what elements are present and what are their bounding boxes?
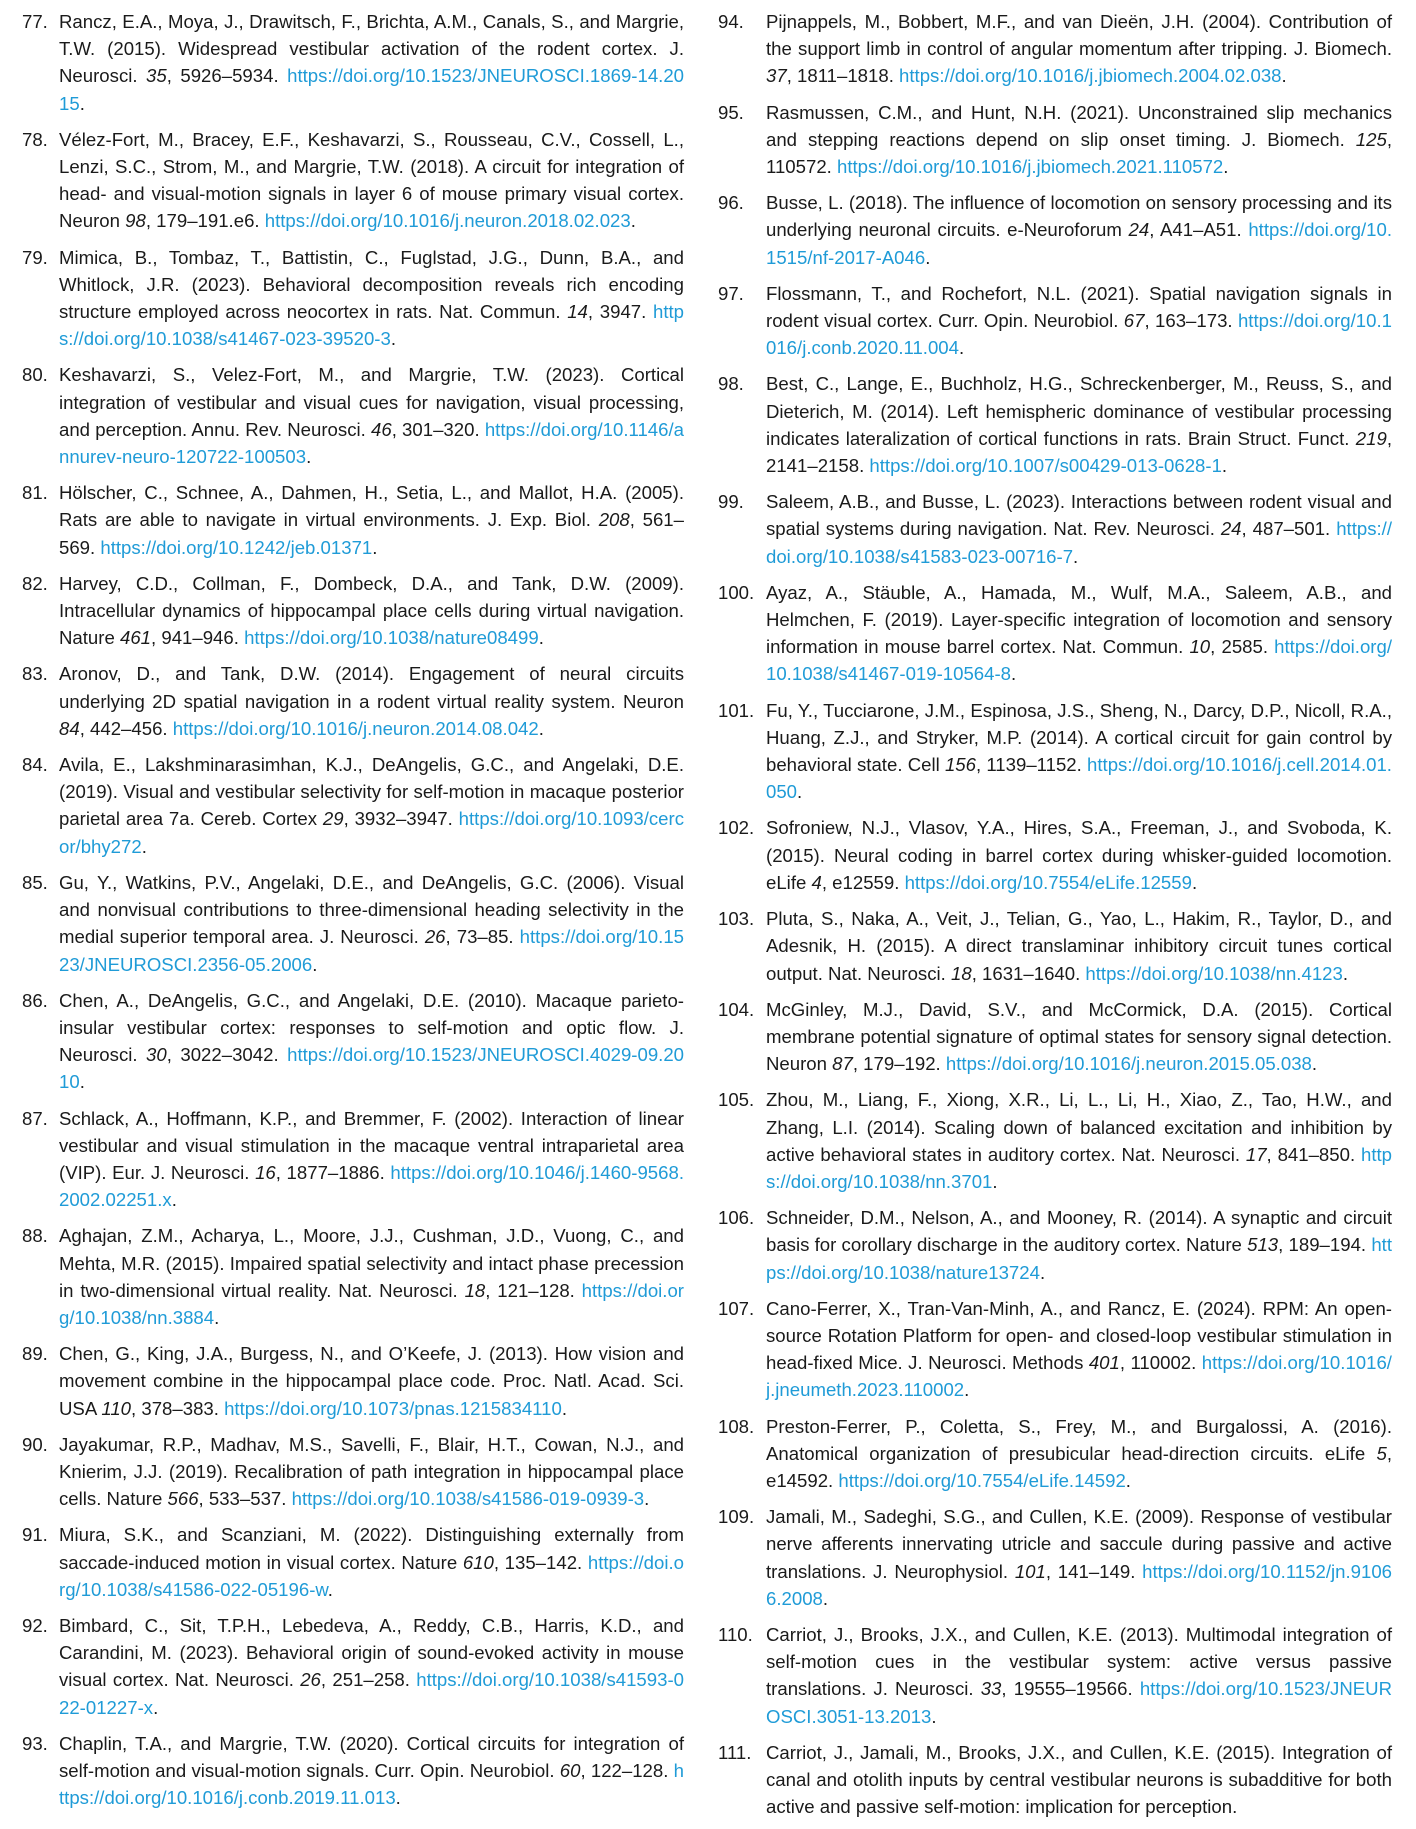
reference-end: . (141, 835, 147, 857)
reference-end: . (1281, 65, 1287, 87)
reference-entry (22, 1612, 684, 1721)
reference-end: . (306, 446, 312, 468)
reference-entry (718, 697, 1392, 806)
reference-end: . (1011, 663, 1017, 685)
reference-end: . (79, 92, 85, 114)
reference-number: 107. (718, 1297, 755, 1319)
reference-doi-link[interactable]: https://doi.org/10.1016/j.jbiomech.2004.02.038 (899, 65, 1282, 87)
reference-entry (718, 189, 1392, 271)
reference-doi-link[interactable]: https://doi.org/10.7554/eLife.14592 (838, 1469, 1126, 1491)
reference-number: 105. (718, 1089, 755, 1111)
reference-volume: 101 (1014, 1560, 1046, 1582)
reference-end: . (171, 1189, 177, 1211)
reference-volume: 610 (462, 1551, 494, 1573)
reference-end: . (1311, 1053, 1318, 1075)
reference-number: 99. (718, 491, 744, 513)
reference-end: . (925, 246, 931, 268)
reference-number: 97. (718, 282, 744, 304)
reference-entry (718, 579, 1392, 688)
reference-entry (22, 126, 684, 235)
reference-end: . (153, 1696, 159, 1718)
reference-doi-link[interactable]: https://doi.org/10.1523/JNEUROSCI.2356-05.2006 (59, 926, 684, 975)
reference-text: Best, C., Lange, E., Buchholz, H.G., Schreckenberger, M., Reuss, S., and Dieterich, M. (2014). Left hemispheric dominance of vestibular processing indicates lateralization of cortical functions in rats. Brain Struct. Funct. (766, 373, 1392, 449)
reference-entry (22, 1521, 684, 1603)
reference-volume: 566 (167, 1488, 199, 1510)
reference-doi-link[interactable]: https://doi.org/10.1152/jn.91066.2008 (766, 1560, 1392, 1609)
reference-text: Bimbard, C., Sit, T.P.H., Lebedeva, A., Reddy, C.B., Harris, K.D., and Carandini, M. (2023). Behavioral origin of sound-evoked activity in mouse visual cortex. Nat. Neurosci. (59, 1614, 684, 1691)
reference-text: Pijnappels, M., Bobbert, M.F., and van Dieën, J.H. (2004). Contribution of the support limb in control of angular momentum after tripping. J. Biomech. (766, 11, 1392, 60)
reference-number: 103. (718, 908, 755, 930)
reference-text: Hölscher, C., Schnee, A., Dahmen, H., Setia, L., and Mallot, H.A. (2005). Rats are able to navigate in virtual environments. J. Exp. Biol. (59, 482, 684, 531)
reference-doi-link[interactable]: https://doi.org/10.1016/j.jbiomech.2021.110572 (837, 156, 1224, 178)
reference-doi-link[interactable]: https://doi.org/10.1038/nature08499 (244, 627, 539, 649)
reference-text: Gu, Y., Watkins, P.V., Angelaki, D.E., and DeAngelis, G.C. (2006). Visual and nonvisual contributions to three-dimensional heading selectivity in the medial superior temporal area. J. Neurosci. (59, 871, 684, 948)
reference-end: . (1125, 1469, 1131, 1491)
reference-doi-link[interactable]: https://doi.org/10.1242/jeb.01371 (100, 536, 373, 558)
reference-volume: 125 (1355, 128, 1387, 150)
reference-number: 94. (718, 11, 744, 32)
reference-pages: , 3947. (587, 301, 653, 323)
reference-text: Jamali, M., Sadeghi, S.G., and Cullen, K.E. (2009). Response of vestibular nerve afferents innervating utricle and saccule during passive and active translations. J. Neurophysiol. (766, 1506, 1392, 1582)
reference-entry (22, 1105, 684, 1214)
reference-end: . (630, 210, 636, 232)
reference-volume: 33 (980, 1678, 1002, 1700)
reference-end: . (1342, 962, 1349, 984)
reference-end: . (644, 1488, 650, 1510)
reference-number: 111. (718, 1741, 752, 1763)
reference-volume: 513 (1247, 1234, 1279, 1256)
reference-pages: , 110002. (1119, 1352, 1202, 1374)
reference-pages: , 1631–1640. (971, 962, 1086, 984)
reference-column-left (22, 8, 684, 1820)
reference-end: . (1191, 871, 1198, 893)
reference-doi-link[interactable]: https://doi.org/10.1016/j.conb.2019.11.013 (59, 1759, 684, 1809)
reference-volume: 18 (951, 962, 972, 984)
reference-volume: 461 (119, 627, 152, 649)
reference-volume: 24 (1128, 219, 1150, 241)
reference-entry (22, 8, 684, 117)
reference-volume: 24 (1220, 518, 1242, 540)
reference-number: 83. (22, 663, 48, 685)
reference-entry (22, 987, 684, 1096)
reference-end: . (79, 1071, 85, 1093)
reference-end: . (797, 781, 803, 803)
reference-entry (718, 1503, 1392, 1612)
reference-doi-link[interactable]: https://doi.org/10.1523/JNEUROSCI.3051-13.2013 (766, 1678, 1392, 1727)
reference-text: Fu, Y., Tucciarone, J.M., Espinosa, J.S., Sheng, N., Darcy, D.P., Nicoll, R.A., Huang, Z.J., and Stryker, M.P. (2014). A cortical circuit for gain control by behavioral state. Cell (766, 699, 1392, 776)
reference-pages: , e12559. (821, 871, 905, 893)
reference-volume: 401 (1088, 1352, 1120, 1374)
reference-entry (718, 1204, 1392, 1286)
reference-doi-link[interactable]: https://doi.org/10.1016/j.cell.2014.01.050 (766, 754, 1392, 803)
reference-volume: 29 (322, 808, 344, 830)
reference-doi-link[interactable]: https://doi.org/10.1038/s41467-023-39520-3 (59, 301, 684, 350)
reference-end: . (372, 536, 378, 558)
reference-entry (718, 8, 1392, 90)
reference-end: . (538, 627, 544, 649)
reference-number: 102. (718, 817, 755, 839)
reference-text: Carriot, J., Brooks, J.X., and Cullen, K.E. (2013). Multimodal integration of self-motion cues in the vestibular system: active versus passive translations. J. Neurosci. (766, 1623, 1392, 1700)
reference-pages: , 941–946. (151, 627, 245, 649)
reference-pages: , 3932–3947. (343, 808, 459, 830)
reference-number: 81. (22, 482, 48, 504)
reference-entry (718, 1295, 1392, 1404)
reference-volume: 60 (559, 1759, 581, 1781)
reference-number: 109. (718, 1506, 755, 1528)
reference-pages: , 841–850. (1266, 1143, 1361, 1165)
reference-number: 80. (22, 364, 48, 386)
reference-end: . (312, 953, 318, 975)
reference-text: Schneider, D.M., Nelson, A., and Mooney, R. (2014). A synaptic and circuit basis for corollary discharge in the auditory cortex. Nature (766, 1207, 1392, 1256)
reference-entry (718, 370, 1392, 479)
reference-end: . (390, 328, 397, 350)
reference-number: 98. (718, 373, 744, 395)
reference-pages: , 141–149. (1045, 1560, 1143, 1582)
reference-volume: 4 (811, 871, 822, 893)
reference-entry (22, 361, 684, 470)
reference-doi-link[interactable]: https://doi.org/10.1523/JNEUROSCI.1869-14.2015 (59, 65, 685, 114)
reference-pages: , 5926–5934. (166, 65, 288, 87)
reference-pages: , 135–142. (493, 1551, 588, 1573)
reference-end: . (538, 717, 544, 739)
reference-doi-link[interactable]: https://doi.org/10.1016/j.neuron.2015.05.038 (945, 1053, 1312, 1075)
reference-pages: , 2141–2158. (766, 427, 1392, 477)
reference-volume: 30 (146, 1044, 167, 1066)
reference-number: 100. (718, 581, 755, 603)
reference-text: Flossmann, T., and Rochefort, N.L. (2021). Spatial navigation signals in rodent visual cortex. Curr. Opin. Neurobiol. (766, 282, 1392, 332)
reference-text: Chen, G., King, J.A., Burgess, N., and O’Keefe, J. (2013). How vision and movement combine in the hippocampal place code. Proc. Natl. Acad. Sci. USA (59, 1343, 684, 1419)
reference-volume: 14 (567, 301, 588, 323)
reference-entry (22, 1222, 684, 1331)
reference-pages: , 179–191.e6. (145, 210, 265, 232)
reference-entry (22, 570, 684, 652)
reference-pages: , 163–173. (1144, 310, 1238, 332)
reference-end: . (1073, 545, 1079, 567)
reference-text: Busse, L. (2018). The influence of locomotion on sensory processing and its underlying neuronal circuits. e-Neuroforum (766, 192, 1392, 241)
reference-text: Sofroniew, N.J., Vlasov, Y.A., Hires, S.A., Freeman, J., and Svoboda, K. (2015). Neural coding in barrel cortex during whisker-guided locomotion. eLife (766, 817, 1392, 893)
reference-pages: , 1139–1152. (975, 754, 1088, 776)
reference-doi-link[interactable]: https://doi.org/10.1093/cercor/bhy272 (59, 808, 685, 857)
reference-number: 110. (718, 1623, 753, 1645)
reference-entry (22, 869, 684, 978)
reference-volume: 16 (255, 1161, 276, 1183)
reference-pages: , A41–A51. (1149, 219, 1249, 241)
reference-volume: 110 (101, 1397, 132, 1419)
reference-text: Rancz, E.A., Moya, J., Drawitsch, F., Brichta, A.M., Canals, S., and Margrie, T.W. (2015). Widespread vestibular activation of the rodent cortex. J. Neurosci. (59, 11, 684, 87)
reference-volume: 156 (944, 754, 976, 776)
reference-text: Avila, E., Lakshminarasimhan, K.J., DeAngelis, G.C., and Angelaki, D.E. (2019). Visual and vestibular selectivity for self-motion in macaque posterior parietal area 7a. Cereb. Cortex (59, 754, 684, 830)
reference-number: 93. (22, 1732, 48, 1754)
reference-doi-link[interactable]: https://doi.org/10.1016/j.neuron.2018.02.023 (264, 210, 631, 232)
reference-entry (718, 99, 1392, 181)
reference-volume: 98 (125, 210, 146, 232)
reference-pages: , 110572. (766, 128, 1392, 178)
reference-pages: , 251–258. (320, 1669, 417, 1691)
reference-entry (718, 814, 1392, 896)
reference-entry (22, 1730, 684, 1812)
reference-entry (718, 1739, 1392, 1821)
reference-number: 106. (718, 1207, 755, 1229)
reference-text: McGinley, M.J., David, S.V., and McCormick, D.A. (2015). Cortical membrane potential signature of optimal states for sensory signal detection. Neuron (766, 998, 1392, 1075)
reference-volume: 67 (1123, 310, 1145, 332)
reference-number: 86. (22, 989, 48, 1011)
reference-doi-link[interactable]: https://doi.org/10.1523/JNEUROSCI.4029-09.2010 (59, 1044, 685, 1093)
reference-pages: , 3022–3042. (166, 1044, 288, 1066)
reference-doi-link[interactable]: https://doi.org/10.1038/nature13724 (766, 1234, 1392, 1283)
reference-doi-link[interactable]: https://doi.org/10.1038/nn.3701 (766, 1143, 1392, 1192)
reference-doi-link[interactable]: https://doi.org/10.1038/s41586-022-05196-w (59, 1551, 684, 1600)
reference-volume: 5 (1376, 1442, 1387, 1464)
reference-number: 89. (22, 1343, 48, 1365)
reference-entry (718, 996, 1392, 1078)
reference-text: Rasmussen, C.M., and Hunt, N.H. (2021). Unconstrained slip mechanics and stepping reactions depend on slip onset timing. J. Biomech. (766, 101, 1392, 150)
reference-column-right (718, 8, 1392, 1829)
reference-doi-link[interactable]: https://doi.org/10.1073/pnas.1215834110 (224, 1397, 562, 1419)
reference-entry (718, 488, 1392, 570)
reference-pages: , 487–501. (1241, 518, 1337, 540)
reference-pages: , 73–85. (445, 926, 520, 948)
reference-volume: 84 (59, 717, 80, 739)
reference-volume: 17 (1245, 1143, 1267, 1165)
reference-text: Mimica, B., Tombaz, T., Battistin, C., Fuglstad, J.G., Dunn, B.A., and Whitlock, J.R. (2023). Behavioral decomposition reveals rich encoding structure employed across neocortex in rats. Nat. Commun. (59, 246, 684, 323)
reference-number: 78. (22, 128, 48, 150)
reference-end: . (561, 1397, 567, 1419)
reference-pages: , 122–128. (580, 1759, 674, 1781)
reference-entry (22, 1431, 684, 1513)
reference-end: . (1039, 1261, 1046, 1283)
reference-text: Keshavarzi, S., Velez-Fort, M., and Margrie, T.W. (2023). Cortical integration of vestibular and visual cues for navigation, visual processing, and perception. Annu. Rev. Neurosci. (59, 364, 684, 440)
reference-text: Chaplin, T.A., and Margrie, T.W. (2020). Cortical circuits for integration of self-motion and visual-motion signals. Curr. Opin. Neurobiol. (59, 1732, 684, 1781)
reference-volume: 87 (832, 1053, 853, 1075)
reference-doi-link[interactable]: https://doi.org/10.7554/eLife.12559 (904, 871, 1192, 893)
reference-end: . (1223, 156, 1229, 178)
reference-doi-link[interactable]: https://doi.org/10.1146/annurev-neuro-120722-100503 (59, 418, 684, 468)
reference-pages: , 189–194. (1278, 1234, 1372, 1256)
reference-volume: 10 (1189, 636, 1211, 658)
reference-number: 88. (22, 1225, 48, 1247)
reference-text: Zhou, M., Liang, F., Xiong, X.R., Li, L., Li, H., Xiao, Z., Tao, H.W., and Zhang, L.I. (2014). Scaling down of balanced excitation and inhibition by active behavioral states in auditory cortex. Nat. Neurosci. (766, 1089, 1392, 1165)
reference-number: 90. (22, 1433, 48, 1455)
reference-doi-link[interactable]: https://doi.org/10.1016/j.conb.2020.11.004 (766, 310, 1392, 359)
reference-number: 96. (718, 192, 744, 214)
reference-end: . (395, 1787, 401, 1809)
reference-end: . (931, 1705, 937, 1727)
reference-text: Aronov, D., and Tank, D.W. (2014). Engagement of neural circuits underlying 2D spatial navigation in a rodent virtual reality system. Neuron (59, 663, 684, 712)
reference-number: 108. (718, 1415, 755, 1437)
reference-text: Miura, S.K., and Scanziani, M. (2022). Distinguishing externally from saccade-induced motion in visual cortex. Nature (59, 1524, 684, 1573)
reference-pages: , 301–320. (391, 418, 485, 440)
reference-doi-link[interactable]: https://doi.org/10.1038/s41586-019-0939-3 (291, 1488, 645, 1510)
reference-entry (22, 660, 684, 742)
reference-volume: 37 (766, 65, 787, 87)
reference-doi-link[interactable]: https://doi.org/10.1038/s41467-019-10564-8 (766, 636, 1392, 685)
reference-entry (718, 1086, 1392, 1195)
reference-end: . (822, 1587, 829, 1609)
reference-pages: , e14592. (766, 1442, 1392, 1491)
reference-end: . (959, 337, 965, 359)
reference-end: . (214, 1306, 220, 1328)
reference-text: Cano-Ferrer, X., Tran-Van-Minh, A., and Rancz, E. (2024). RPM: An open-source Rotation Platform for open- and closed-loop vestibular stimulation in head-fixed Mice. J. Neurosci. Methods (766, 1297, 1392, 1374)
reference-entry (718, 1413, 1392, 1495)
reference-volume: 219 (1355, 427, 1387, 449)
reference-pages: , 2585. (1210, 636, 1275, 658)
reference-entry (22, 751, 684, 860)
reference-number: 85. (22, 871, 48, 893)
reference-pages: , 1877–1886. (275, 1161, 391, 1183)
reference-end: . (992, 1170, 998, 1192)
reference-text: Aghajan, Z.M., Acharya, L., Moore, J.J., Cushman, J.D., Vuong, C., and Mehta, M.R. (2015). Impaired spatial selectivity and intact phase precession in two-dimensional virtual reality. Nat. Neurosci. (59, 1225, 684, 1301)
reference-number: 92. (22, 1614, 48, 1636)
reference-number: 84. (22, 754, 48, 776)
reference-number: 91. (22, 1524, 48, 1546)
reference-text: Schlack, A., Hoffmann, K.P., and Bremmer, F. (2002). Interaction of linear vestibular and visual stimulation in the macaque ventral intraparietal area (VIP). Eur. J. Neurosci. (59, 1107, 684, 1183)
reference-text: Chen, A., DeAngelis, G.C., and Angelaki, D.E. (2010). Macaque parieto-insular vestibular cortex: responses to self-motion and optic flow. J. Neurosci. (59, 989, 684, 1066)
reference-entry (22, 479, 684, 561)
reference-number: 82. (22, 572, 48, 594)
reference-text: Jayakumar, R.P., Madhav, M.S., Savelli, F., Blair, H.T., Cowan, N.J., and Knierim, J.J. (2019). Recalibration of path integration in hippocampal place cells. Nature (59, 1433, 684, 1510)
reference-doi-link[interactable]: https://doi.org/10.1515/nf-2017-A046 (766, 219, 1392, 268)
reference-text: Vélez-Fort, M., Bracey, E.F., Keshavarzi, S., Rousseau, C.V., Cossell, L., Lenzi, S.C., Strom, M., and Margrie, T.W. (2018). A circuit for integration of head- and visual-motion signals in layer 6 of mouse primary visual cortex. Neuron (59, 128, 684, 232)
reference-number: 79. (22, 246, 48, 268)
reference-number: 104. (718, 998, 755, 1020)
reference-doi-link[interactable]: https://doi.org/10.1038/s41593-022-01227-x (59, 1669, 684, 1718)
reference-text: Carriot, J., Jamali, M., Brooks, J.X., and Cullen, K.E. (2015). Integration of canal and otolith inputs by central vestibular neurons is subadditive for both active and passive self-motion: implication for perception. (766, 1741, 1392, 1818)
reference-text: Ayaz, A., Stäuble, A., Hamada, M., Wulf, M.A., Saleem, A.B., and Helmchen, F. (2019). Layer-specific integration of locomotion and sensory information in mouse barrel cortex. Nat. Commun. (766, 581, 1392, 658)
reference-volume: 46 (371, 418, 392, 440)
reference-doi-link[interactable]: https://doi.org/10.1038/s41583-023-00716-7 (766, 518, 1392, 567)
reference-volume: 35 (146, 65, 167, 87)
reference-entry (22, 1340, 684, 1422)
reference-volume: 18 (464, 1279, 486, 1301)
reference-text: Preston-Ferrer, P., Coletta, S., Frey, M., and Burgalossi, A. (2016). Anatomical organization of presubicular head-direction circuits. eLife (766, 1415, 1392, 1464)
reference-pages: , 533–537. (198, 1488, 292, 1510)
reference-doi-link[interactable]: https://doi.org/10.1038/nn.3884 (59, 1279, 684, 1328)
reference-doi-link[interactable]: https://doi.org/10.1007/s00429-013-0628-1 (869, 455, 1222, 477)
reference-doi-link[interactable]: https://doi.org/10.1016/j.jneumeth.2023.110002 (766, 1352, 1392, 1401)
reference-pages: , 561–569. (59, 509, 684, 558)
reference-doi-link[interactable]: https://doi.org/10.1046/j.1460-9568.2002.02251.x (59, 1161, 684, 1211)
reference-volume: 208 (598, 509, 630, 531)
reference-number: 95. (718, 101, 744, 123)
reference-pages: , 378–383. (131, 1397, 225, 1419)
reference-end: . (1221, 455, 1228, 477)
reference-text: Harvey, C.D., Collman, F., Dombeck, D.A., and Tank, D.W. (2009). Intracellular dynamics of hippocampal place cells during virtual navigation. Nature (59, 572, 684, 649)
reference-end: . (964, 1379, 970, 1401)
reference-pages: , 19555–19566. (1001, 1678, 1140, 1700)
reference-number: 87. (22, 1107, 48, 1129)
reference-entry (718, 905, 1392, 987)
reference-pages: , 1811–1818. (786, 65, 900, 87)
reference-end: . (327, 1578, 333, 1600)
reference-entry (22, 244, 684, 353)
reference-number: 101. (718, 699, 755, 721)
reference-pages: , 179–192. (852, 1053, 946, 1075)
reference-pages: , 442–456. (79, 717, 173, 739)
reference-entry (718, 1621, 1392, 1730)
reference-doi-link[interactable]: https://doi.org/10.1038/nn.4123 (1085, 962, 1343, 984)
reference-entry (718, 280, 1392, 362)
reference-pages: , 121–128. (485, 1279, 582, 1301)
reference-volume: 26 (300, 1669, 321, 1691)
reference-doi-link[interactable]: https://doi.org/10.1016/j.neuron.2014.08.042 (172, 717, 539, 739)
reference-text: Pluta, S., Naka, A., Veit, J., Telian, G., Yao, L., Hakim, R., Taylor, D., and Adesnik, H. (2015). A direct translaminar inhibitory circuit tunes cortical output. Nat. Neurosci. (766, 908, 1392, 984)
reference-volume: 26 (424, 926, 446, 948)
reference-text: Saleem, A.B., and Busse, L. (2023). Interactions between rodent visual and spatial systems during navigation. Nat. Rev. Neurosci. (766, 491, 1392, 540)
reference-number: 77. (22, 11, 48, 32)
